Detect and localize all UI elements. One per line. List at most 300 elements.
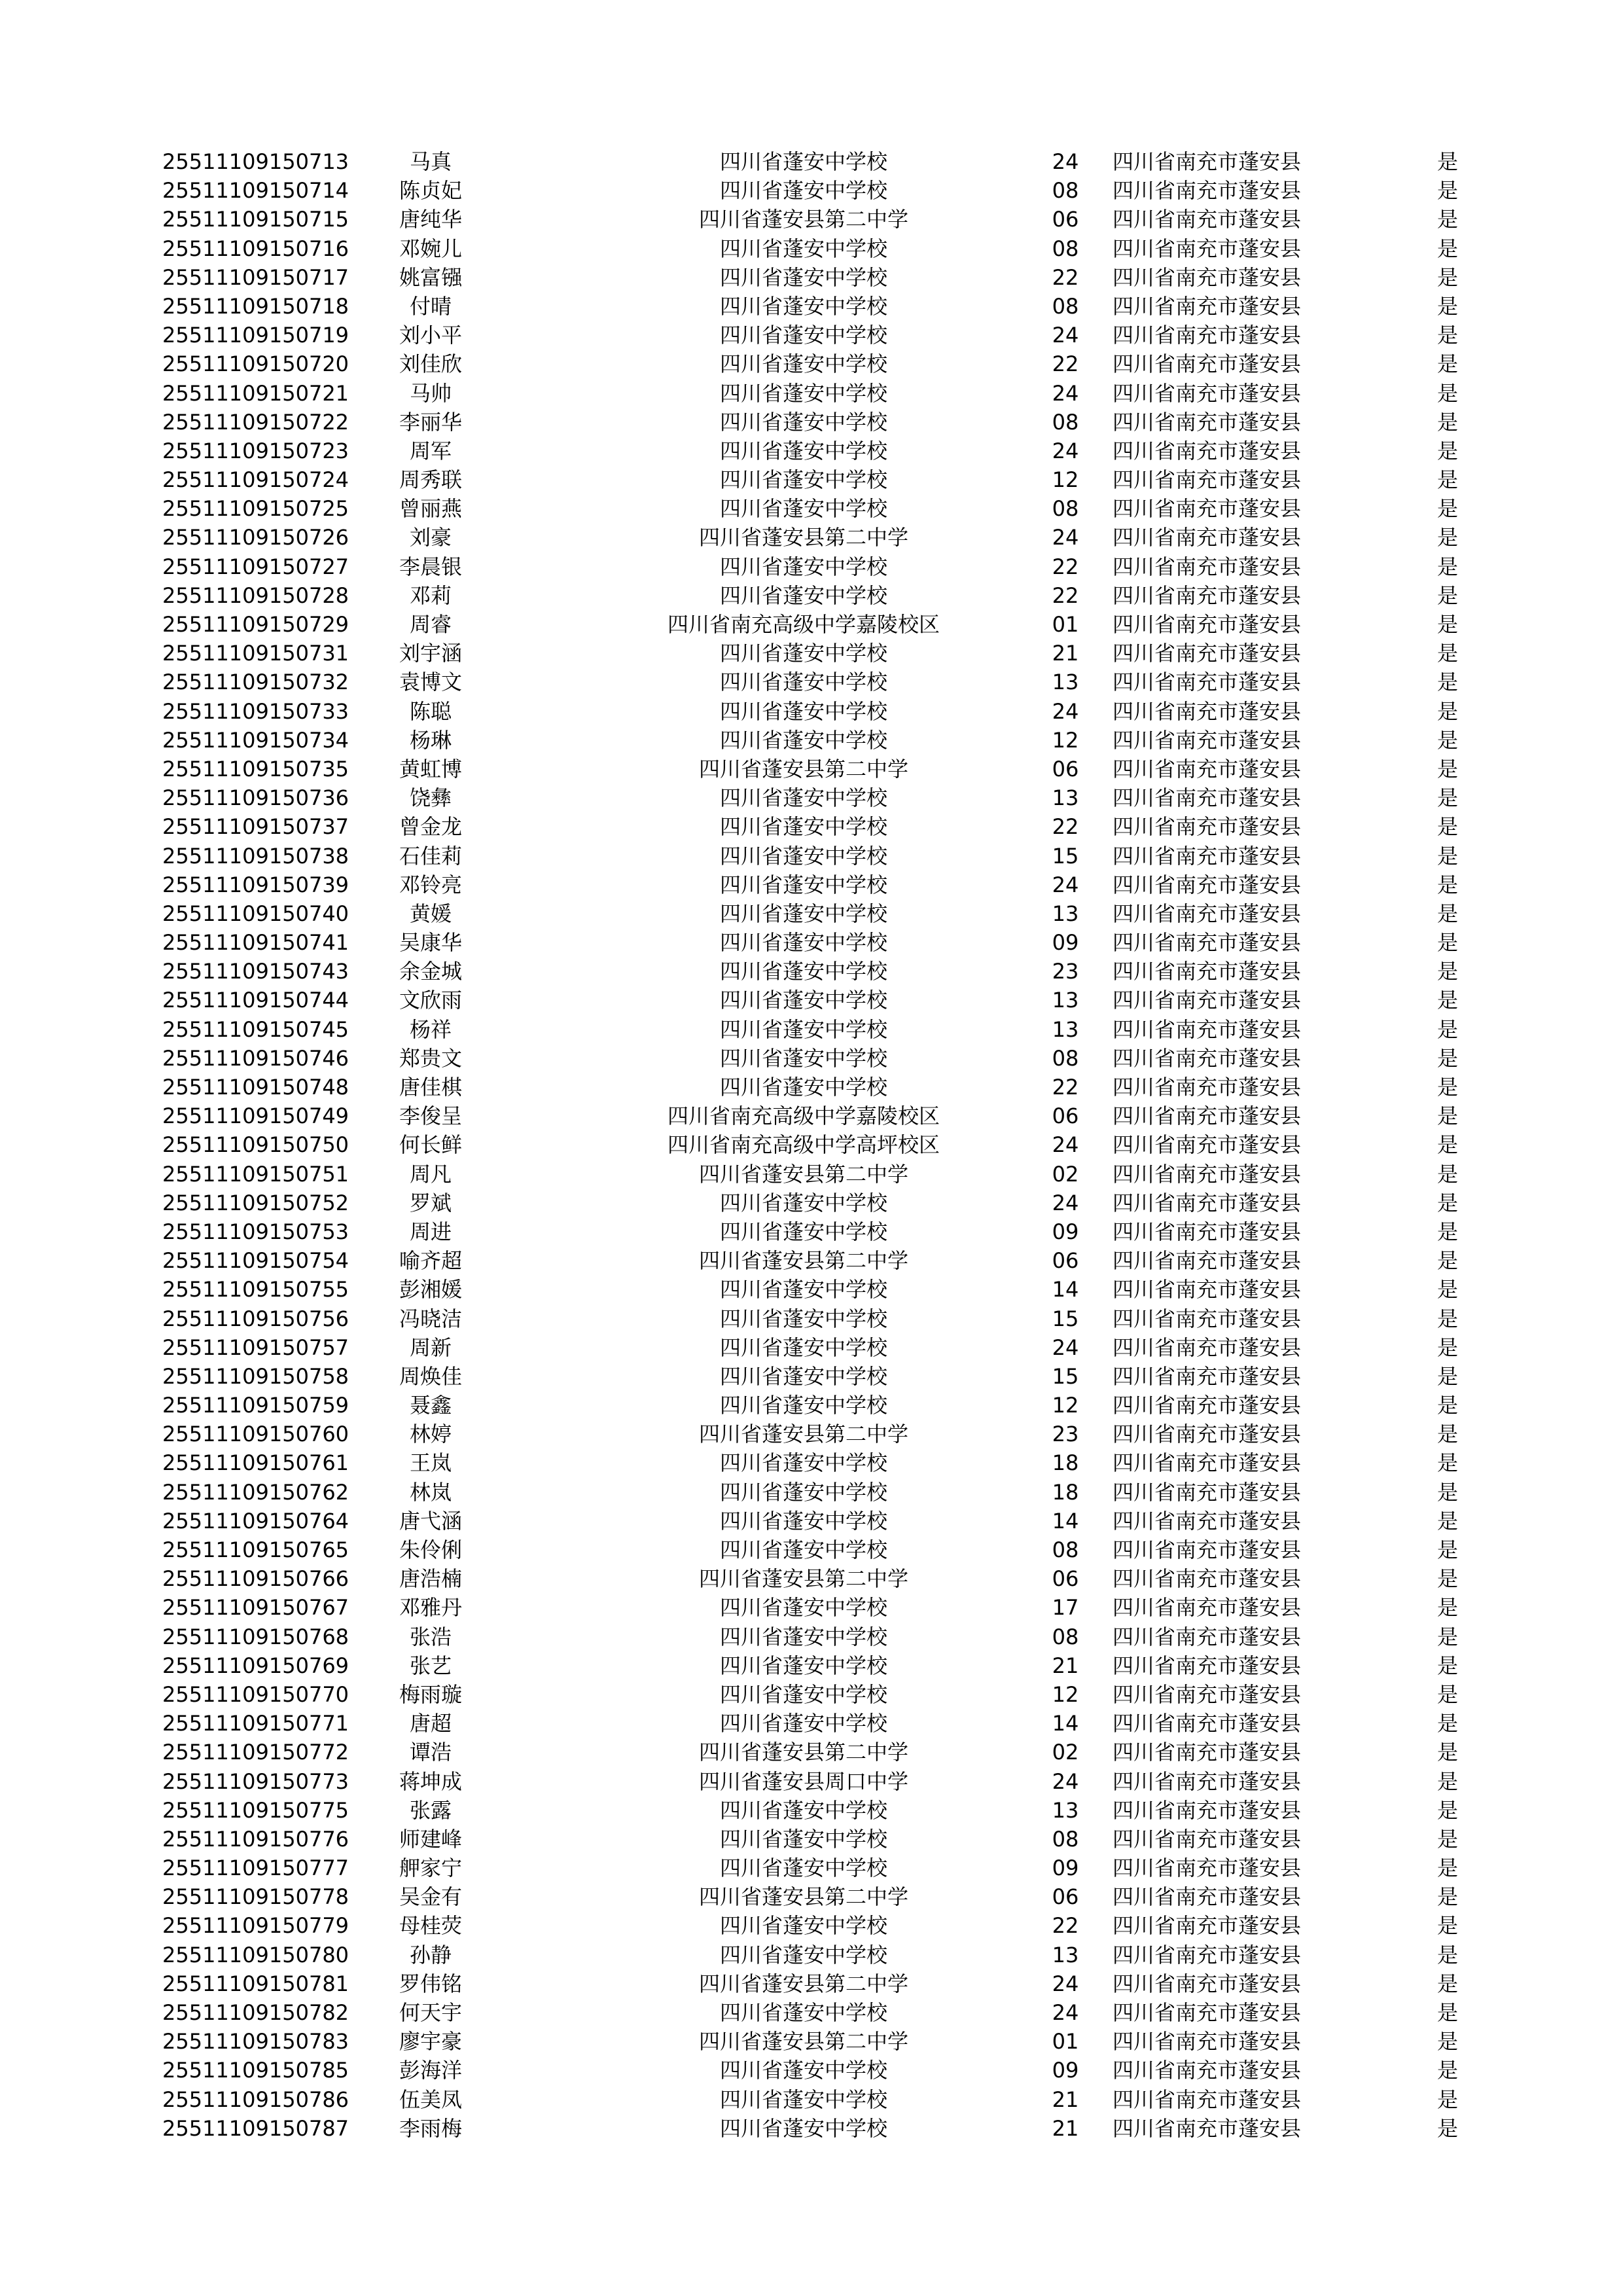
student-name-cell: 林岚 [409,1479,452,1505]
school-name-cell: 四川省蓬安中学校 [719,149,887,174]
table-row [162,1651,1465,1680]
exam-number-cell: 25511109150760 [162,1422,349,1447]
student-name-cell: 吴金有 [399,1884,462,1910]
region-cell: 四川省南充市蓬安县 [1113,1942,1302,1967]
table-row [162,1448,1465,1477]
category-code-cell: 23 [1052,1422,1079,1447]
eligibility-flag-cell: 是 [1436,843,1458,869]
eligibility-flag-cell: 是 [1436,2000,1458,2025]
category-code-cell: 13 [1052,1942,1079,1967]
table-row [162,552,1465,581]
student-name-cell: 张露 [409,1797,452,1823]
eligibility-flag-cell: 是 [1436,1132,1458,1158]
student-name-cell: 郑贵文 [399,1045,462,1071]
eligibility-flag-cell: 是 [1436,1681,1458,1707]
eligibility-flag-cell: 是 [1436,1826,1458,1852]
region-cell: 四川省南充市蓬安县 [1113,1740,1302,1765]
region-cell: 四川省南充市蓬安县 [1113,959,1302,984]
category-code-cell: 21 [1052,2087,1079,2112]
region-cell: 四川省南充市蓬安县 [1113,1479,1302,1505]
school-name-cell: 四川省蓬安中学校 [719,583,887,608]
student-name-cell: 喻齐超 [399,1248,462,1274]
category-code-cell: 06 [1052,756,1079,781]
school-name-cell: 四川省蓬安中学校 [719,1595,887,1621]
student-name-cell: 周睿 [409,612,452,637]
category-code-cell: 02 [1052,1740,1079,1765]
category-code-cell: 13 [1052,785,1079,811]
exam-number-cell: 25511109150720 [162,351,349,377]
table-row [162,1478,1465,1507]
student-name-cell: 彭湘媛 [399,1277,462,1302]
school-name-cell: 四川省蓬安中学校 [719,1393,887,1418]
student-name-cell: 蒋坤成 [399,1768,462,1794]
region-cell: 四川省南充市蓬安县 [1113,1537,1302,1562]
region-cell: 四川省南充市蓬安县 [1113,1711,1302,1736]
exam-number-cell: 25511109150737 [162,814,349,840]
category-code-cell: 23 [1052,959,1079,984]
table-row [162,668,1465,696]
student-name-cell: 马真 [409,149,452,174]
exam-number-cell: 25511109150767 [162,1595,349,1621]
exam-number-cell: 25511109150722 [162,409,349,435]
exam-number-cell: 25511109150749 [162,1103,349,1129]
school-name-cell: 四川省蓬安县周口中学 [698,1768,908,1794]
table-row [162,1073,1465,1102]
exam-number-cell: 25511109150781 [162,1971,349,1996]
eligibility-flag-cell: 是 [1436,785,1458,811]
school-name-cell: 四川省蓬安中学校 [719,293,887,319]
student-name-cell: 曾金龙 [399,814,462,840]
school-name-cell: 四川省蓬安县第二中学 [698,1971,908,1996]
exam-number-cell: 25511109150743 [162,959,349,984]
category-code-cell: 18 [1052,1479,1079,1505]
table-row [162,2085,1465,2114]
eligibility-flag-cell: 是 [1436,496,1458,522]
student-name-cell: 邓莉 [409,583,452,608]
eligibility-flag-cell: 是 [1436,1335,1458,1360]
category-code-cell: 02 [1052,1161,1079,1187]
exam-number-cell: 25511109150726 [162,525,349,550]
school-name-cell: 四川省蓬安中学校 [719,814,887,840]
eligibility-flag-cell: 是 [1436,2115,1458,2141]
table-row [162,726,1465,755]
school-name-cell: 四川省蓬安中学校 [719,264,887,290]
student-name-cell: 刘小平 [399,323,462,348]
table-row [162,639,1465,668]
student-name-cell: 舺家宁 [399,1856,462,1881]
school-name-cell: 四川省蓬安中学校 [719,698,887,724]
school-name-cell: 四川省蓬安中学校 [719,323,887,348]
student-name-cell: 文欣雨 [399,988,462,1013]
student-name-cell: 邓雅丹 [399,1595,462,1621]
school-name-cell: 四川省蓬安中学校 [719,843,887,869]
region-cell: 四川省南充市蓬安县 [1113,2029,1302,2054]
region-cell: 四川省南充市蓬安县 [1113,525,1302,550]
table-row [162,234,1465,263]
exam-number-cell: 25511109150718 [162,293,349,319]
eligibility-flag-cell: 是 [1436,1075,1458,1100]
eligibility-flag-cell: 是 [1436,380,1458,406]
student-name-cell: 唐浩楠 [399,1566,462,1592]
eligibility-flag-cell: 是 [1436,467,1458,493]
eligibility-flag-cell: 是 [1436,1856,1458,1881]
region-cell: 四川省南充市蓬安县 [1113,1248,1302,1274]
exam-number-cell: 25511109150733 [162,698,349,724]
region-cell: 四川省南充市蓬安县 [1113,756,1302,781]
table-row [162,321,1465,350]
exam-number-cell: 25511109150717 [162,264,349,290]
table-row [162,755,1465,783]
region-cell: 四川省南充市蓬安县 [1113,641,1302,666]
school-name-cell: 四川省蓬安中学校 [719,1450,887,1476]
category-code-cell: 14 [1052,1508,1079,1534]
student-name-cell: 唐超 [409,1711,452,1736]
student-name-cell: 周焕佳 [399,1363,462,1389]
student-name-cell: 彭海洋 [399,2058,462,2083]
exam-number-cell: 25511109150786 [162,2087,349,2112]
region-cell: 四川省南充市蓬安县 [1113,1681,1302,1707]
table-row [162,1882,1465,1911]
student-name-cell: 王岚 [409,1450,452,1476]
table-row [162,350,1465,378]
eligibility-flag-cell: 是 [1436,1595,1458,1621]
region-cell: 四川省南充市蓬安县 [1113,1363,1302,1389]
eligibility-flag-cell: 是 [1436,1161,1458,1187]
student-name-cell: 吴康华 [399,930,462,956]
table-row [162,697,1465,726]
student-name-cell: 邓婉儿 [399,236,462,261]
student-name-cell: 李雨梅 [399,2115,462,2141]
region-cell: 四川省南充市蓬安县 [1113,1884,1302,1910]
eligibility-flag-cell: 是 [1436,207,1458,232]
exam-number-cell: 25511109150754 [162,1248,349,1274]
school-name-cell: 四川省蓬安中学校 [719,1653,887,1678]
region-cell: 四川省南充市蓬安县 [1113,1103,1302,1129]
school-name-cell: 四川省蓬安中学校 [719,988,887,1013]
exam-number-cell: 25511109150753 [162,1219,349,1244]
category-code-cell: 24 [1052,1335,1079,1360]
region-cell: 四川省南充市蓬安县 [1113,727,1302,753]
eligibility-flag-cell: 是 [1436,872,1458,897]
category-code-cell: 13 [1052,988,1079,1013]
table-row [162,1102,1465,1130]
table-row [162,610,1465,639]
category-code-cell: 15 [1052,1306,1079,1331]
student-name-cell: 伍美凤 [399,2087,462,2112]
eligibility-flag-cell: 是 [1436,1768,1458,1794]
table-row [162,1998,1465,2027]
table-row [162,2027,1465,2056]
eligibility-flag-cell: 是 [1436,930,1458,956]
category-code-cell: 22 [1052,554,1079,579]
exam-number-cell: 25511109150744 [162,988,349,1013]
category-code-cell: 24 [1052,1768,1079,1794]
exam-number-cell: 25511109150764 [162,1508,349,1534]
table-row [162,986,1465,1014]
region-cell: 四川省南充市蓬安县 [1113,1219,1302,1244]
exam-number-cell: 25511109150782 [162,2000,349,2025]
table-row [162,1680,1465,1709]
category-code-cell: 22 [1052,583,1079,608]
table-row [162,2114,1465,2143]
category-code-cell: 08 [1052,293,1079,319]
exam-number-cell: 25511109150757 [162,1335,349,1360]
table-row [162,1969,1465,1998]
student-name-cell: 张浩 [409,1624,452,1649]
school-name-cell: 四川省蓬安中学校 [719,1335,887,1360]
exam-number-cell: 25511109150750 [162,1132,349,1158]
category-code-cell: 12 [1052,1393,1079,1418]
table-row [162,1593,1465,1622]
category-code-cell: 12 [1052,467,1079,493]
student-name-cell: 马帅 [409,380,452,406]
eligibility-flag-cell: 是 [1436,641,1458,666]
table-row [162,1189,1465,1217]
category-code-cell: 13 [1052,1016,1079,1042]
table-row [162,1362,1465,1391]
region-cell: 四川省南充市蓬安县 [1113,1132,1302,1158]
school-name-cell: 四川省蓬安县第二中学 [698,1248,908,1274]
region-cell: 四川省南充市蓬安县 [1113,1161,1302,1187]
category-code-cell: 06 [1052,207,1079,232]
table-row [162,1130,1465,1159]
eligibility-flag-cell: 是 [1436,1103,1458,1129]
eligibility-flag-cell: 是 [1436,438,1458,463]
eligibility-flag-cell: 是 [1436,756,1458,781]
school-name-cell: 四川省南充高级中学嘉陵校区 [667,612,940,637]
region-cell: 四川省南充市蓬安县 [1113,930,1302,956]
exam-number-cell: 25511109150751 [162,1161,349,1187]
region-cell: 四川省南充市蓬安县 [1113,1016,1302,1042]
region-cell: 四川省南充市蓬安县 [1113,843,1302,869]
region-cell: 四川省南充市蓬安县 [1113,1306,1302,1331]
student-name-cell: 张艺 [409,1653,452,1678]
student-name-cell: 刘佳欣 [399,351,462,377]
category-code-cell: 09 [1052,930,1079,956]
school-name-cell: 四川省蓬安县第二中学 [698,1566,908,1592]
category-code-cell: 13 [1052,1797,1079,1823]
region-cell: 四川省南充市蓬安县 [1113,1335,1302,1360]
exam-number-cell: 25511109150716 [162,236,349,261]
student-name-cell: 饶彝 [409,785,452,811]
exam-number-cell: 25511109150715 [162,207,349,232]
region-cell: 四川省南充市蓬安县 [1113,554,1302,579]
category-code-cell: 24 [1052,698,1079,724]
exam-number-cell: 25511109150734 [162,727,349,753]
region-cell: 四川省南充市蓬安县 [1113,988,1302,1013]
exam-number-cell: 25511109150780 [162,1942,349,1967]
eligibility-flag-cell: 是 [1436,1393,1458,1418]
school-name-cell: 四川省蓬安中学校 [719,409,887,435]
school-name-cell: 四川省蓬安中学校 [719,1681,887,1707]
table-row [162,147,1465,176]
school-name-cell: 四川省蓬安中学校 [719,1016,887,1042]
table-row [162,1535,1465,1564]
eligibility-flag-cell: 是 [1436,1884,1458,1910]
student-name-cell: 何长鲜 [399,1132,462,1158]
student-name-cell: 黄媛 [409,901,452,926]
school-name-cell: 四川省蓬安中学校 [719,1479,887,1505]
exam-number-cell: 25511109150775 [162,1797,349,1823]
table-row [162,2056,1465,2085]
student-name-cell: 聂鑫 [409,1393,452,1418]
exam-number-cell: 25511109150748 [162,1075,349,1100]
category-code-cell: 24 [1052,525,1079,550]
table-row [162,465,1465,494]
table-row [162,1941,1465,1969]
school-name-cell: 四川省南充高级中学高坪校区 [667,1132,940,1158]
exam-number-cell: 25511109150740 [162,901,349,926]
category-code-cell: 24 [1052,380,1079,406]
category-code-cell: 22 [1052,1075,1079,1100]
eligibility-flag-cell: 是 [1436,293,1458,319]
eligibility-flag-cell: 是 [1436,1942,1458,1967]
table-row [162,292,1465,321]
table-row [162,1044,1465,1073]
student-name-cell: 曾丽燕 [399,496,462,522]
table-row [162,1420,1465,1448]
region-cell: 四川省南充市蓬安县 [1113,1856,1302,1881]
category-code-cell: 18 [1052,1450,1079,1476]
school-name-cell: 四川省蓬安中学校 [719,1363,887,1389]
category-code-cell: 06 [1052,1103,1079,1129]
student-name-cell: 朱伶俐 [399,1537,462,1562]
student-name-cell: 刘豪 [409,525,452,550]
exam-number-cell: 25511109150713 [162,149,349,174]
table-row [162,176,1465,205]
school-name-cell: 四川省蓬安县第二中学 [698,1884,908,1910]
eligibility-flag-cell: 是 [1436,1566,1458,1592]
exam-number-cell: 25511109150768 [162,1624,349,1649]
category-code-cell: 14 [1052,1277,1079,1302]
school-name-cell: 四川省蓬安中学校 [719,1856,887,1881]
school-name-cell: 四川省蓬安中学校 [719,1942,887,1967]
table-row [162,581,1465,610]
school-name-cell: 四川省蓬安中学校 [719,670,887,695]
eligibility-flag-cell: 是 [1436,670,1458,695]
school-name-cell: 四川省蓬安中学校 [719,1508,887,1534]
region-cell: 四川省南充市蓬安县 [1113,1045,1302,1071]
student-name-cell: 刘宇涵 [399,641,462,666]
category-code-cell: 09 [1052,2058,1079,2083]
table-row [162,1507,1465,1535]
student-name-cell: 石佳莉 [399,843,462,869]
region-cell: 四川省南充市蓬安县 [1113,467,1302,493]
school-name-cell: 四川省蓬安中学校 [719,1826,887,1852]
student-name-cell: 姚富镪 [399,264,462,290]
eligibility-flag-cell: 是 [1436,2058,1458,2083]
school-name-cell: 四川省蓬安中学校 [719,641,887,666]
category-code-cell: 13 [1052,670,1079,695]
exam-number-cell: 25511109150738 [162,843,349,869]
region-cell: 四川省南充市蓬安县 [1113,438,1302,463]
school-name-cell: 四川省蓬安中学校 [719,872,887,897]
school-name-cell: 四川省南充高级中学嘉陵校区 [667,1103,940,1129]
student-name-cell: 邓铃亮 [399,872,462,897]
category-code-cell: 15 [1052,843,1079,869]
region-cell: 四川省南充市蓬安县 [1113,698,1302,724]
category-code-cell: 22 [1052,814,1079,840]
category-code-cell: 22 [1052,264,1079,290]
category-code-cell: 24 [1052,2000,1079,2025]
student-name-cell: 周进 [409,1219,452,1244]
exam-number-cell: 25511109150758 [162,1363,349,1389]
school-name-cell: 四川省蓬安中学校 [719,236,887,261]
school-name-cell: 四川省蓬安县第二中学 [698,756,908,781]
table-row [162,1767,1465,1796]
category-code-cell: 14 [1052,1711,1079,1736]
eligibility-flag-cell: 是 [1436,525,1458,550]
eligibility-flag-cell: 是 [1436,1740,1458,1765]
eligibility-flag-cell: 是 [1436,236,1458,261]
exam-number-cell: 25511109150766 [162,1566,349,1592]
region-cell: 四川省南充市蓬安县 [1113,814,1302,840]
eligibility-flag-cell: 是 [1436,264,1458,290]
exam-number-cell: 25511109150731 [162,641,349,666]
exam-number-cell: 25511109150728 [162,583,349,608]
eligibility-flag-cell: 是 [1436,2029,1458,2054]
student-name-cell: 林婷 [409,1422,452,1447]
table-row [162,1564,1465,1593]
exam-number-cell: 25511109150739 [162,872,349,897]
eligibility-flag-cell: 是 [1436,149,1458,174]
exam-number-cell: 25511109150724 [162,467,349,493]
region-cell: 四川省南充市蓬安县 [1113,178,1302,204]
region-cell: 四川省南充市蓬安县 [1113,2000,1302,2025]
student-name-cell: 李丽华 [399,409,462,435]
table-row [162,379,1465,408]
exam-number-cell: 25511109150772 [162,1740,349,1765]
category-code-cell: 24 [1052,323,1079,348]
region-cell: 四川省南充市蓬安县 [1113,1190,1302,1215]
school-name-cell: 四川省蓬安中学校 [719,1190,887,1215]
region-cell: 四川省南充市蓬安县 [1113,2087,1302,2112]
eligibility-flag-cell: 是 [1436,351,1458,377]
eligibility-flag-cell: 是 [1436,727,1458,753]
student-name-cell: 周军 [409,438,452,463]
region-cell: 四川省南充市蓬安县 [1113,1624,1302,1649]
student-name-cell: 唐纯华 [399,207,462,232]
region-cell: 四川省南充市蓬安县 [1113,1595,1302,1621]
student-name-cell: 何天宇 [399,2000,462,2025]
category-code-cell: 24 [1052,149,1079,174]
exam-number-cell: 25511109150778 [162,1884,349,1910]
eligibility-flag-cell: 是 [1436,2087,1458,2112]
school-name-cell: 四川省蓬安中学校 [719,1537,887,1562]
table-row [162,870,1465,899]
category-code-cell: 24 [1052,1190,1079,1215]
school-name-cell: 四川省蓬安中学校 [719,1711,887,1736]
school-name-cell: 四川省蓬安中学校 [719,2115,887,2141]
category-code-cell: 17 [1052,1595,1079,1621]
school-name-cell: 四川省蓬安县第二中学 [698,1161,908,1187]
category-code-cell: 08 [1052,178,1079,204]
school-name-cell: 四川省蓬安县第二中学 [698,1422,908,1447]
table-row [162,1275,1465,1304]
exam-number-cell: 25511109150773 [162,1768,349,1794]
exam-number-cell: 25511109150783 [162,2029,349,2054]
school-name-cell: 四川省蓬安中学校 [719,1219,887,1244]
student-name-cell: 周凡 [409,1161,452,1187]
student-name-cell: 谭浩 [409,1740,452,1765]
table-row [162,1015,1465,1044]
exam-number-cell: 25511109150729 [162,612,349,637]
category-code-cell: 08 [1052,1537,1079,1562]
exam-number-cell: 25511109150735 [162,756,349,781]
category-code-cell: 24 [1052,872,1079,897]
student-name-cell: 唐佳棋 [399,1075,462,1100]
eligibility-flag-cell: 是 [1436,1971,1458,1996]
